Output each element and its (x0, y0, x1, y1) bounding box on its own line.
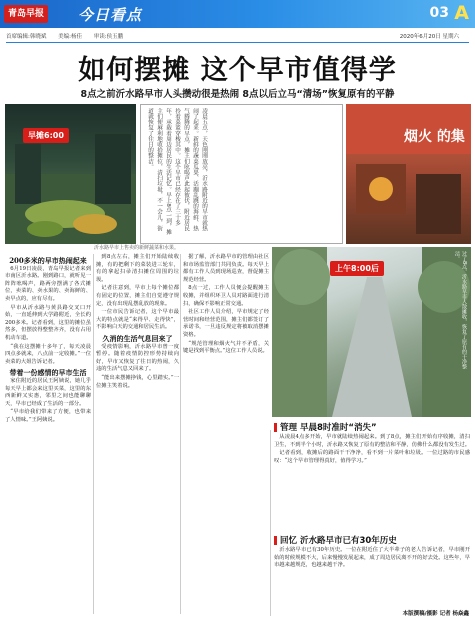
article-column-3 (183, 254, 269, 616)
headline: 如何摆摊 这个早市值得学 (78, 55, 397, 86)
photo-market-after (272, 247, 471, 417)
paragraph: 家住附近的居民王阿姨说，她几乎每天早上都会来这里买菜，这里的东西新鲜又实惠，邻里之间也能聊聊天，早市已经成了生活的一部分。 (5, 377, 91, 407)
article-column-1 (5, 254, 91, 616)
time-badge-8am: 上午8:00后 (330, 261, 384, 276)
paragraph: 沂水路早市已有30年历史。一位在附近住了大半辈子的老人告诉记者，早市刚开始的时候规模不大，后来慢慢发展起来，成了周边居民离不开的好去处。这些年，早市越来越规范，也越来越干净。 (274, 547, 470, 569)
editor-credit: 首席编辑:韩晓斌 (6, 34, 47, 40)
section-marker (274, 536, 277, 545)
edition-letter: A (454, 2, 469, 24)
paragraph: 一位市民告诉记者，这个早市最大的特点就是“来得早、走得快”，不影响白天的交通和居民生活。 (96, 309, 179, 331)
photo-market-early (5, 104, 136, 244)
page-number: 03 (429, 5, 449, 21)
paragraph: 6月19日凌晨，青岛早报记者来到市南区沂水路。刚到路口，就听见一阵阵吆喝声，路两旁摆满了各式摊位，卖菜的、卖水果的、卖海鲜的、卖早点的，应有尽有。 (5, 265, 91, 302)
masthead (0, 0, 475, 28)
article-column-4 (274, 434, 470, 530)
paragraph: 记者看到，收摊后的路面干干净净，看不到一片菜叶和垃圾。一位过路的市民感叹：“这个早市管理得真好，值得学习。” (274, 450, 470, 464)
stall-caption-text: 烟火 的集 (404, 129, 465, 145)
time-badge-6am: 早摊6:00 (23, 128, 69, 143)
paragraph: 据了解，沂水路早市的管理由社区和市场监管部门共同负责。每天早上都有工作人员到现场巡查，督促摊主规范经营。 (183, 254, 269, 283)
paragraph: “我在这摆摊十多年了，每天凌晨四点多就来，八点前一定收摊。”一位卖菜的大姐告诉记者。 (5, 343, 91, 365)
paragraph: 社区工作人员介绍，早市规定了经营时间和经营范围，摊主们都签订了承诺书，一旦违反规定将被取消摆摊资格。 (183, 309, 269, 338)
paragraph: 到8点左右，摊主们开始陆续收摊，有的把剩下的菜装进三轮车，有的拿起扫帚清扫摊位周围的垃圾。 (96, 254, 179, 283)
paragraph: “早市给我们带来了方便，也带来了人情味。”王阿姨说。 (5, 409, 91, 423)
section-heading-history: 回忆 沂水路早市已有30年历史 (274, 534, 397, 546)
subheadline: 8点之前沂水路早市人头攒动很是热闹 8点以后立马“清场”恢复原有的平静 (80, 89, 395, 100)
paragraph: 受疫情影响，沂水路早市曾一度暂停。随着疫情防控形势持续向好，早市又恢复了往日的热闹，久违的生活气息又回来了。 (96, 343, 179, 373)
article-subtitle: 久消的生活气息回来了 (102, 333, 173, 343)
photo-caption-after: 过了8点，沂水路早市人散摊收，恢复了原有的干净整洁。 (454, 251, 467, 370)
photo-caption: 沂水路早市上售卖的新鲜蔬菜和水果。 (94, 245, 180, 251)
stall-scene-illustration (346, 104, 471, 244)
intro-box (140, 104, 343, 244)
paragraph: 记者注意到，早市上每个摊位都有固定的位置，摊主们自觉遵守规定，没有出现乱摆乱放的现象。 (96, 285, 179, 307)
paragraph: 早市从沂水路与黄县路交叉口开始，一直延伸到大学路附近，全长约200多米。记者看到，这里的摊位虽然多，但摆放得整整齐齐，没有占用机动车道。 (5, 304, 91, 341)
proof-credit: 审读:侯玉鹏 (93, 34, 124, 40)
credits-line (6, 31, 469, 43)
paragraph: “能出来摆摊挣钱，心里踏实。”一位摊主笑着说。 (96, 374, 179, 389)
section-heading-management: 管理 早晨8时准时“消失” (274, 421, 377, 433)
section-marker (274, 423, 277, 432)
issue-date: 2020年6月20日 星期六 (399, 34, 459, 40)
article-column-5 (274, 547, 470, 617)
intro-text: 凌晨五点，天色刚刚放亮，沂水路附近的早市就热闹了起来。新鲜的蔬菜瓜果、活蹦乱跳的海鲜、热气腾腾的早点，摊主们吆喝声此起彼伏，附近居民拎着菜篮穿梭其中。这个早市已经存在了三十多年，承载着周边居民的生活记忆。早上8点一到，摊主们便麻利地收拾摊位，清扫垃圾，不一会儿，街道就恢复了往日的整洁。 (147, 108, 207, 235)
reporter-credit: 本版撰稿/摄影 记者 杨焱鑫 (402, 611, 469, 617)
photo-food-stall (346, 104, 471, 244)
brand-logo: 青岛早报 (4, 5, 48, 23)
art-credit: 美编:杨佳 (58, 34, 82, 40)
paragraph: 从凌晨4点多开始，早市就陆续热闹起来。到了8点，摊主们开始有序收摊，清扫卫生，不到半个小时，沂水路又恢复了原有的整洁和平静，仿佛什么都没有发生过。 (274, 434, 470, 448)
market-scene-illustration (5, 104, 136, 244)
article-subtitle: 带着一份感情的早市生活 (9, 368, 87, 378)
column-divider (180, 254, 181, 614)
paragraph: “规范管理和烟火气并不矛盾，关键是找到平衡点。”这位工作人员说。 (183, 340, 269, 355)
column-divider (93, 254, 94, 614)
section-title: 今日看点 (78, 6, 143, 24)
article-subtitle: 200多米的早市热闹起来 (9, 256, 87, 265)
paragraph: 8点一过，工作人员便会提醒摊主收摊，并组织环卫人员对路面进行清扫，确保不影响正常交通。 (183, 285, 269, 307)
article-column-2 (96, 254, 179, 616)
column-divider (270, 430, 271, 616)
